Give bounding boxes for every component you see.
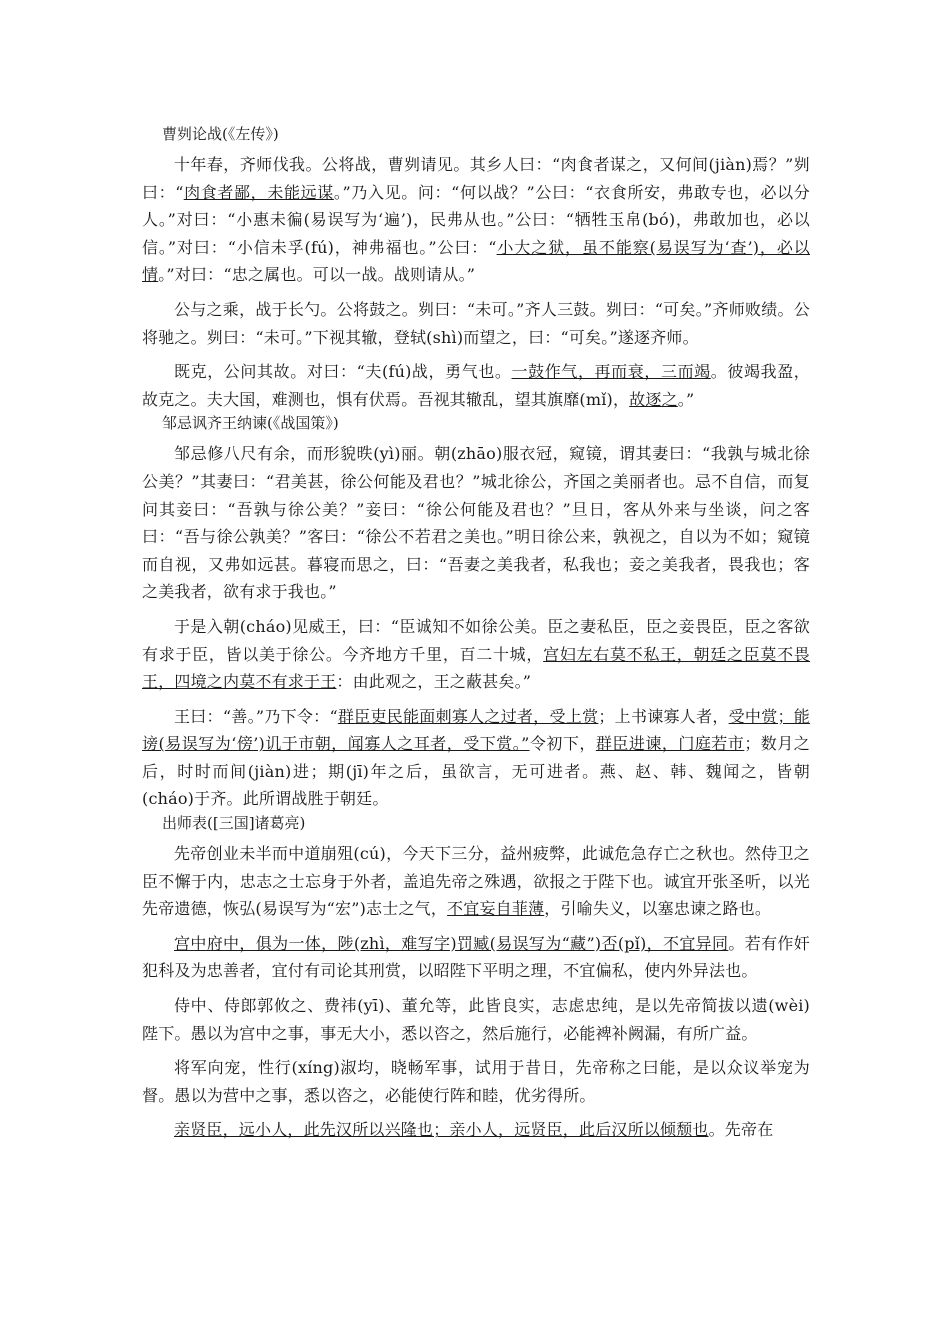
- text-segment: 先帝创业未半而中道崩殂(cú)，今天下三分，益州疲弊，此诚危急存亡之秋也。然侍卫之臣不懈于内，忠志之士忘身于外者，盖追先帝之殊遇，欲报之于陛下也。诚宜开张圣听，以光先帝遗德，恢弘(易误写为“宏”)志士之气，: [142, 844, 810, 919]
- section-title: 邹忌讽齐王纳谏(《战国策》): [162, 414, 339, 433]
- paragraph: [142, 1054, 810, 1109]
- text-segment: 于是入朝(cháo)见威王，曰：“臣诚知不如徐公美。臣之妻私臣，臣之妾畏臣，臣之客欲有求于臣，皆以美于徐公。今齐地方千里，百二十城，: [142, 616, 810, 664]
- underlined-phrase: 小大之狱，虽不能察(易误写为‘查’)，必以情: [142, 237, 810, 285]
- text-segment: 令初下，: [529, 734, 596, 754]
- text-segment: 侍中、侍郎郭攸之、费祎(yī)、董允等，此皆良实，志虑忠纯，是以先帝简拔以遗(wèi)陛下。愚以为宫中之事，事无大小，悉以咨之，然后施行，必能裨补阙漏，有所广益。: [142, 996, 810, 1043]
- paragraph: [142, 358, 810, 413]
- text-segment: 。先帝在: [708, 1120, 774, 1140]
- paragraph: [142, 1116, 810, 1144]
- underlined-phrase: 亲贤臣，远小人，此先汉所以兴隆也；亲小人，远贤臣，此后汉所以倾颓也: [174, 1120, 709, 1140]
- text-segment: 邹忌修八尺有余，而形貌昳(yì)丽。朝(zhāo)服衣冠，窥镜，谓其妻曰：“我孰与城北徐公美？”其妻曰：“君美甚，徐公何能及君也？”城北徐公，齐国之美丽者也。忌不自信，而复问其妾曰：“吾孰与徐公美？”妾曰：“徐公何能及君也？”旦日，客从外来与坐谈，问之客曰：“吾与徐公孰美？”客曰：“徐公不若君之美也。”明日徐公来，孰视之，自以为不如；窥镜而自视，又弗如远甚。暮寝而思之，曰：“吾妻之美我者，私我也；妾之美我者，畏我也；客之美我者，欲有求于我也。”: [142, 444, 810, 602]
- paragraph: [142, 613, 810, 696]
- text-segment: 十年春，齐师伐我。公将战，曹刿请见。其乡人曰：“肉食者谋之，又何间(jiàn)焉？”刿曰：“: [142, 155, 810, 202]
- paragraph: [142, 930, 810, 985]
- text-segment: ；上书谏寡人者，: [598, 706, 729, 726]
- text-segment: 既克，公问其故。对曰：“夫(fú)战，勇气也。: [174, 362, 512, 382]
- underlined-phrase: 宫妇左右莫不私王，朝廷之臣莫不畏王，四境之内莫不有求于王: [142, 644, 810, 692]
- underlined-phrase: 宫中府中，俱为一体，陟(zhì，难写字)罚臧(易误写为“藏”)否(pǐ)，不宜异同: [174, 933, 729, 953]
- underlined-phrase: 一鼓作气，再而衰，三而竭: [511, 362, 711, 382]
- underlined-phrase: 不宜妄自菲薄: [447, 899, 545, 919]
- text-segment: 。”乃入见。问：“何以战？”公曰：“衣食所安，弗敢专也，必以分人。”对曰：“小惠未徧(易误写为‘遍’)，民弗从也。”公曰：“牺牲玉帛(bó)，弗敢加也，必以信。”对曰：“小信未孚(fú)，神弗福也。”公曰：“: [142, 182, 810, 257]
- underlined-phrase: 肉食者鄙，未能远谋: [183, 182, 334, 202]
- underlined-phrase: 故逐之: [629, 389, 678, 409]
- text-segment: 王曰：“善。”乃下令：“: [174, 706, 338, 726]
- paragraph: [142, 151, 810, 289]
- text-segment: 。彼竭我盈，故克之。夫大国，难测也，惧有伏焉。吾视其辙乱，望其旗靡(mǐ)，: [142, 362, 810, 409]
- text-segment: 。”: [677, 389, 695, 409]
- text-segment: 公与之乘，战于长勺。公将鼓之。刿曰：“未可。”齐人三鼓。刿曰：“可矣。”齐师败绩。公将驰之。刿曰：“未可。”下视其辙，登轼(shì)而望之，曰：“可矣。”遂逐齐师。: [142, 299, 810, 347]
- section-title: 曹刿论战(《左传》): [162, 125, 279, 143]
- text-segment: ，引喻失义，以塞忠谏之路也。: [544, 899, 772, 919]
- paragraph: [142, 296, 810, 351]
- text-segment: ；数月之后，时时而间(jiàn)进；期(jī)年之后，虽欲言，无可进者。燕、赵、韩、魏闻之，皆朝(cháo)于齐。此所谓战胜于朝廷。: [142, 734, 810, 809]
- text-segment: ：由此观之，王之蔽甚矣。”: [336, 672, 532, 692]
- text-segment: 。”对曰：“忠之属也。可以一战。战则请从。”: [158, 265, 476, 285]
- underlined-phrase: 群臣吏民能面刺寡人之过者，受上赏: [337, 706, 599, 726]
- paragraph: [142, 703, 810, 813]
- underlined-phrase: 群臣进谏，门庭若市: [595, 734, 745, 754]
- paragraph: [142, 440, 810, 606]
- document-page: [142, 124, 810, 1144]
- paragraph: [142, 840, 810, 923]
- section-title: 出师表([三国]诸葛亮): [162, 814, 306, 833]
- text-segment: 。若有作奸犯科及为忠善者，宜付有司论其刑赏，以昭陛下平明之理，不宜偏私，使内外异法也。: [142, 933, 810, 981]
- paragraph: [142, 992, 810, 1047]
- underlined-phrase: 受中赏；能谤(易误写为‘傍’)讥于市朝，闻寡人之耳者，受下赏。”: [142, 706, 810, 754]
- text-segment: 将军向宠，性行(xíng)淑均，晓畅军事，试用于昔日，先帝称之曰能，是以众议举宠为督。愚以为营中之事，悉以咨之，必能使行阵和睦，优劣得所。: [142, 1058, 810, 1105]
